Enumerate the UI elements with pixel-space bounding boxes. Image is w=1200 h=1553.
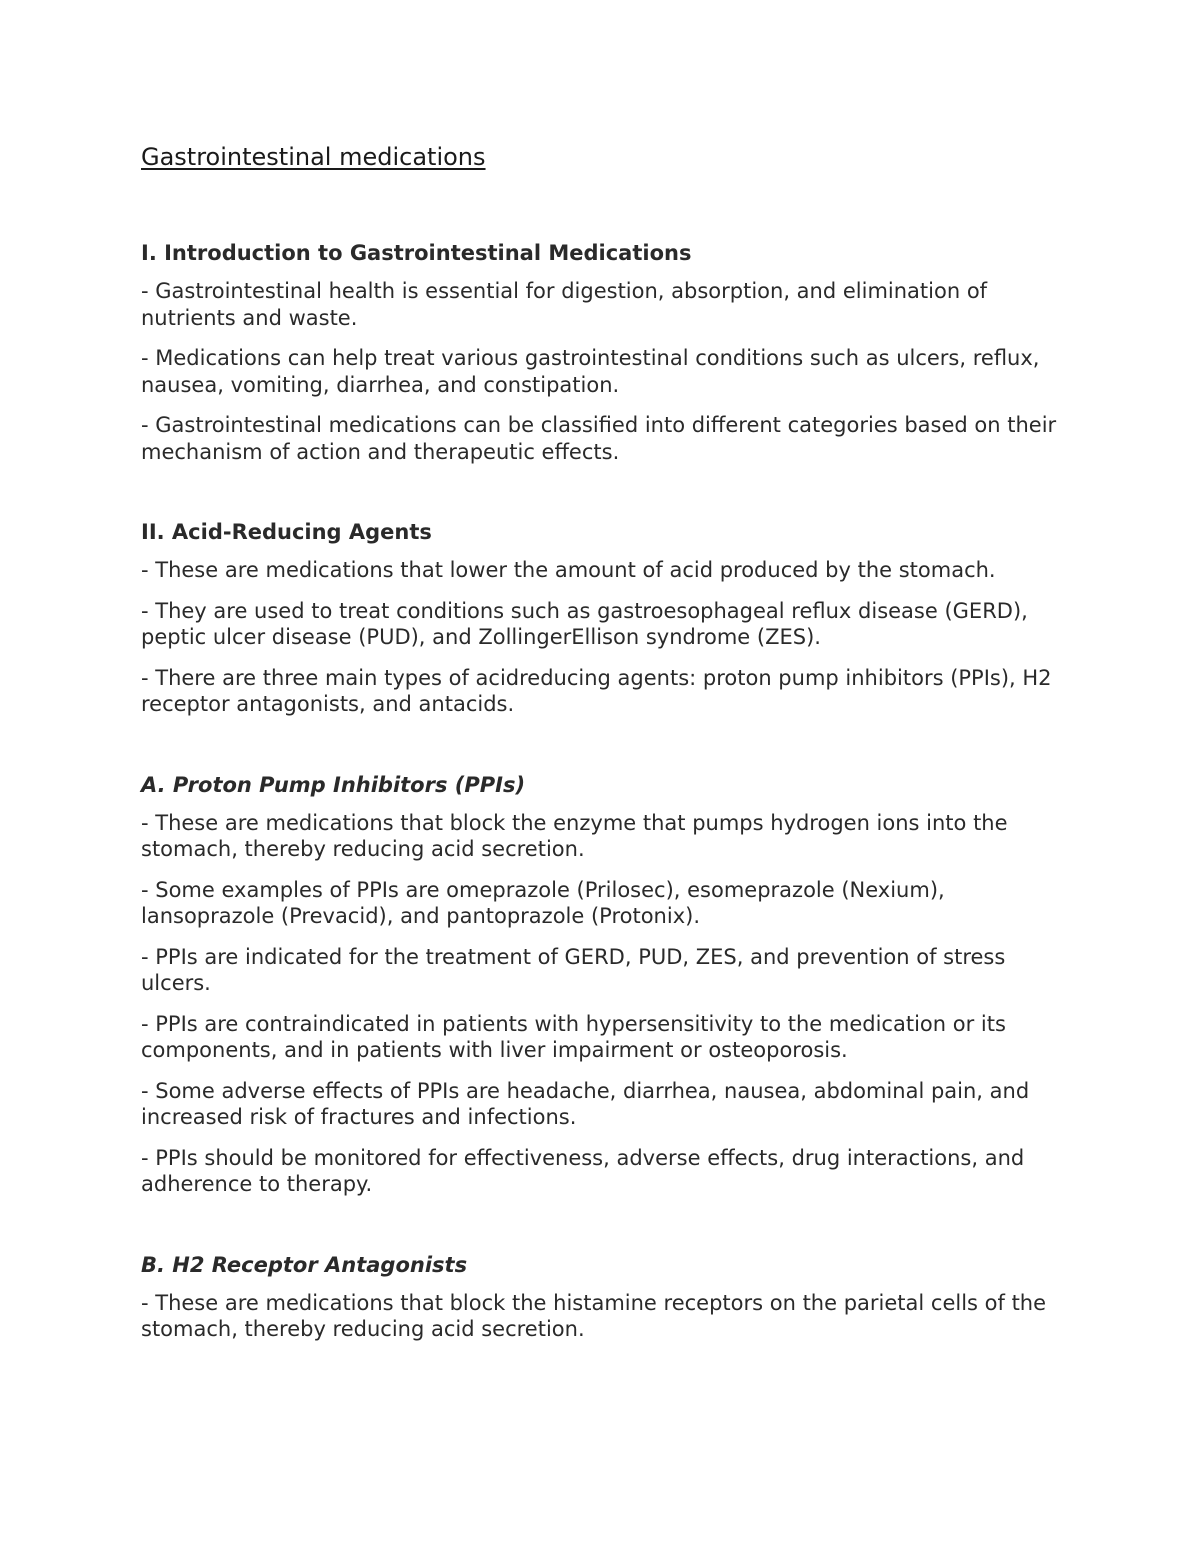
paragraph: - Medications can help treat various gastrointestinal conditions such as ulcers, reflux, nausea, vomiting, diarrhea, and constipation. <box>141 346 1040 397</box>
document-title: Gastrointestinal medications <box>141 143 486 171</box>
paragraph: - They are used to treat conditions such as gastroesophageal reflux disease (GERD), peptic ulcer disease (PUD), and ZollingerEllison syndrome (ZES). <box>141 598 1028 649</box>
paragraph: - These are medications that block the histamine receptors on the parietal cells of the stomach, thereby reducing acid secretion. <box>141 1290 1047 1341</box>
section-acid-reducing-agents <box>141 517 1061 718</box>
paragraph: - These are medications that block the enzyme that pumps hydrogen ions into the stomach, thereby reducing acid secretion. <box>141 810 1008 861</box>
section-heading: II. Acid-Reducing Agents <box>141 520 432 544</box>
paragraph: - There are three main types of acidreducing agents: proton pump inhibitors (PPIs), H2 receptor antagonists, and antacids. <box>141 665 1052 716</box>
paragraph: - PPIs are contraindicated in patients with hypersensitivity to the medication or its components, and in patients with liver impairment or osteoporosis. <box>141 1011 1006 1062</box>
paragraph: - Gastrointestinal health is essential for digestion, absorption, and elimination of nutrients and waste. <box>141 279 988 330</box>
paragraph: - PPIs should be monitored for effectiveness, adverse effects, drug interactions, and adherence to therapy. <box>141 1145 1025 1196</box>
section-h2-receptor-antagonists <box>141 1250 1061 1343</box>
subsection-heading: B. H2 Receptor Antagonists <box>141 1252 468 1277</box>
paragraph: - Gastrointestinal medications can be classified into different categories based on their mechanism of action and therapeutic effects. <box>141 413 1057 464</box>
paragraph: - PPIs are indicated for the treatment of GERD, PUD, ZES, and prevention of stress ulcers. <box>141 944 1006 995</box>
section-heading: I. Introduction to Gastrointestinal Medications <box>141 241 692 265</box>
section-proton-pump-inhibitors <box>141 770 1061 1198</box>
paragraph: - Some examples of PPIs are omeprazole (Prilosec), esomeprazole (Nexium), lansoprazole (Prevacid), and pantoprazole (Protonix). <box>141 877 945 928</box>
document-body <box>141 140 1061 1357</box>
section-introduction <box>141 238 1061 465</box>
paragraph: - Some adverse effects of PPIs are headache, diarrhea, nausea, abdominal pain, and increased risk of fractures and infections. <box>141 1078 1030 1129</box>
subsection-heading: A. Proton Pump Inhibitors (PPIs) <box>141 772 526 797</box>
paragraph: - These are medications that lower the amount of acid produced by the stomach. <box>141 558 996 582</box>
